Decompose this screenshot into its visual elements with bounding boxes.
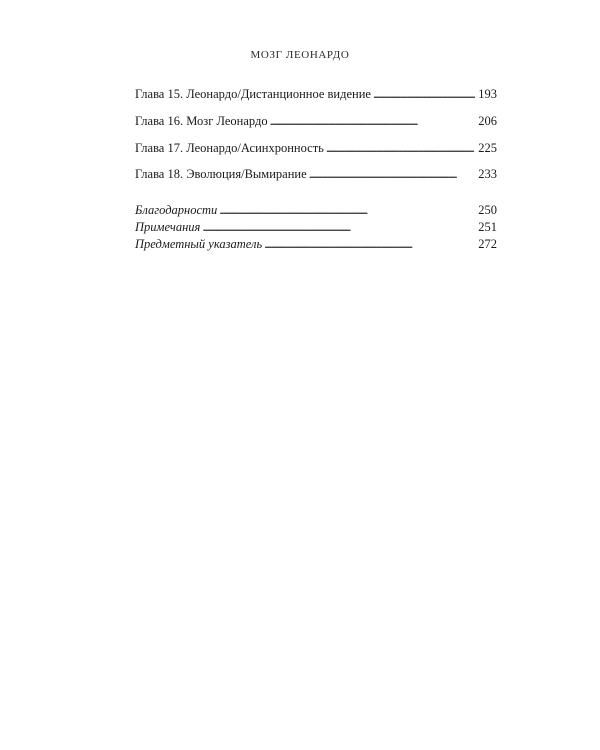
toc-entry-page: 193 xyxy=(478,87,497,101)
toc-entry-title: Благодарности xyxy=(135,203,218,217)
dot-leader xyxy=(326,140,475,156)
toc-entry-notes[interactable] xyxy=(135,219,497,235)
toc-entry-title: Глава 16. Мозг Леонардо xyxy=(135,114,268,128)
toc-entry-page: 225 xyxy=(478,141,497,155)
dot-leader xyxy=(202,219,475,235)
running-head: МОЗГ ЛЕОНАРДО xyxy=(250,49,350,61)
dot-leader xyxy=(373,86,475,102)
toc-entry-chapter-18[interactable] xyxy=(135,166,497,182)
dot-leader xyxy=(309,166,476,182)
toc-entry-page: 272 xyxy=(478,237,497,251)
dot-leader xyxy=(219,202,475,218)
toc-entry-page: 233 xyxy=(478,167,497,181)
toc-entry-page: 206 xyxy=(478,114,497,128)
dot-leader xyxy=(270,113,476,129)
toc-entry-title: Глава 17. Леонардо/Асинхронность xyxy=(135,141,324,155)
toc-entry-title: Предметный указатель xyxy=(135,237,263,251)
toc-entry-acknowledgements[interactable] xyxy=(135,202,497,218)
toc-entry-title: Примечания xyxy=(135,220,201,234)
toc-entry-chapter-17[interactable] xyxy=(135,140,497,156)
toc-entry-subject-index[interactable] xyxy=(135,236,497,252)
toc-entry-chapter-16[interactable] xyxy=(135,113,497,129)
dot-leader xyxy=(264,236,475,252)
toc-entry-chapter-15[interactable] xyxy=(135,86,497,102)
toc-entry-title: Глава 18. Эволюция/Вымирание xyxy=(135,167,307,181)
toc-entry-title: Глава 15. Леонардо/Дистанционное видение xyxy=(135,87,371,101)
toc-entry-page: 250 xyxy=(478,203,497,217)
toc-entry-page: 251 xyxy=(478,220,497,234)
